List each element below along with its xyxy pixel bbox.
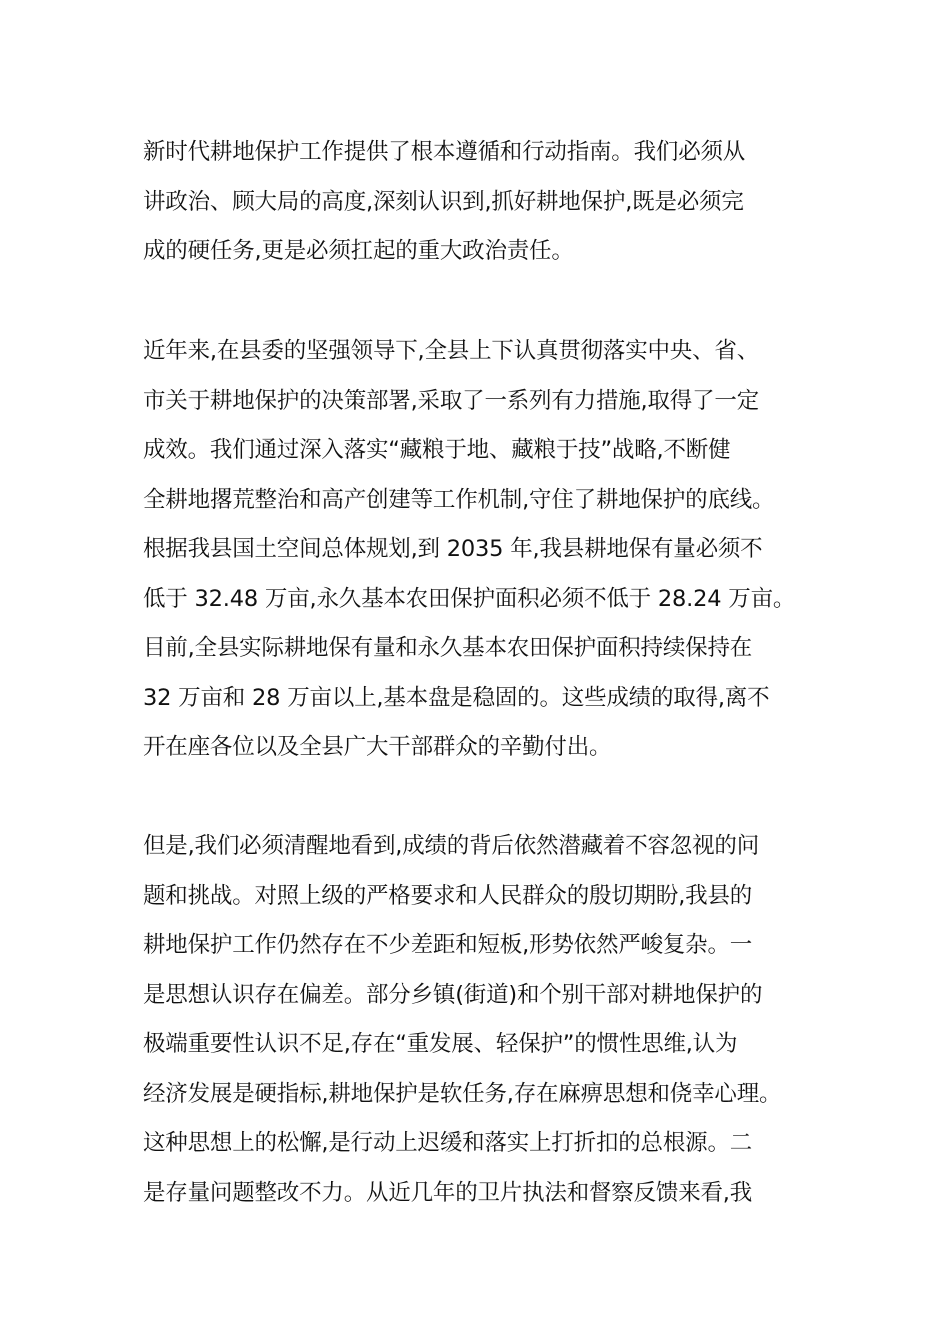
text-line: 经济发展是硬指标,耕地保护是软任务,存在麻痹思想和侥幸心理。: [143, 1080, 782, 1107]
text-line: 是存量问题整改不力。从近几年的卫片执法和督察反馈来看,我: [143, 1179, 753, 1206]
text-line: 根据我县国土空间总体规划,到 2035 年,我县耕地保有量必须不: [143, 536, 763, 562]
text-line: 耕地保护工作仍然存在不少差距和短板,形势依然严峻复杂。一: [143, 932, 753, 958]
paragraph-1: [143, 128, 833, 277]
text-line: 开在座各位以及全县广大干部群众的辛勤付出。: [143, 734, 612, 760]
text-line: 题和挑战。对照上级的严格要求和人民群众的殷切期盼,我县的: [143, 882, 753, 909]
text-line: 是思想认识存在偏差。部分乡镇(街道)和个别干部对耕地保护的: [143, 981, 763, 1008]
text-line: 低于 32.48 万亩,永久基本农田保护面积必须不低于 28.24 万亩。: [143, 585, 796, 612]
paragraph-3: [143, 822, 833, 1218]
text-line: 成的硬任务,更是必须扛起的重大政治责任。: [143, 238, 574, 264]
text-line: 但是,我们必须清醒地看到,成绩的背后依然潜藏着不容忽视的问: [143, 833, 760, 859]
text-line: 近年来,在县委的坚强领导下,全县上下认真贯彻落实中央、省、: [143, 338, 760, 364]
text-line: 32 万亩和 28 万亩以上,基本盘是稳固的。这些成绩的取得,离不: [143, 684, 770, 711]
text-line: 新时代耕地保护工作提供了根本遵循和行动指南。我们必须从: [143, 139, 746, 165]
text-line: 市关于耕地保护的决策部署,采取了一系列有力措施,取得了一定: [143, 387, 760, 414]
text-line: 极端重要性认识不足,存在“重发展、轻保护”的惯性思维,认为: [143, 1031, 738, 1057]
text-line: 目前,全县实际耕地保有量和永久基本农田保护面积持续保持在: [143, 635, 753, 661]
text-line: 讲政治、顾大局的高度,深刻认识到,抓好耕地保护,既是必须完: [143, 188, 744, 215]
text-line: 这种思想上的松懈,是行动上迟缓和落实上打折扣的总根源。二: [143, 1130, 753, 1156]
text-line: 全耕地撂荒整治和高产创建等工作机制,守住了耕地保护的底线。: [143, 486, 775, 513]
text-line: 成效。我们通过深入落实“藏粮于地、藏粮于技”战略,不断健: [143, 437, 731, 463]
paragraph-2: [143, 327, 833, 773]
